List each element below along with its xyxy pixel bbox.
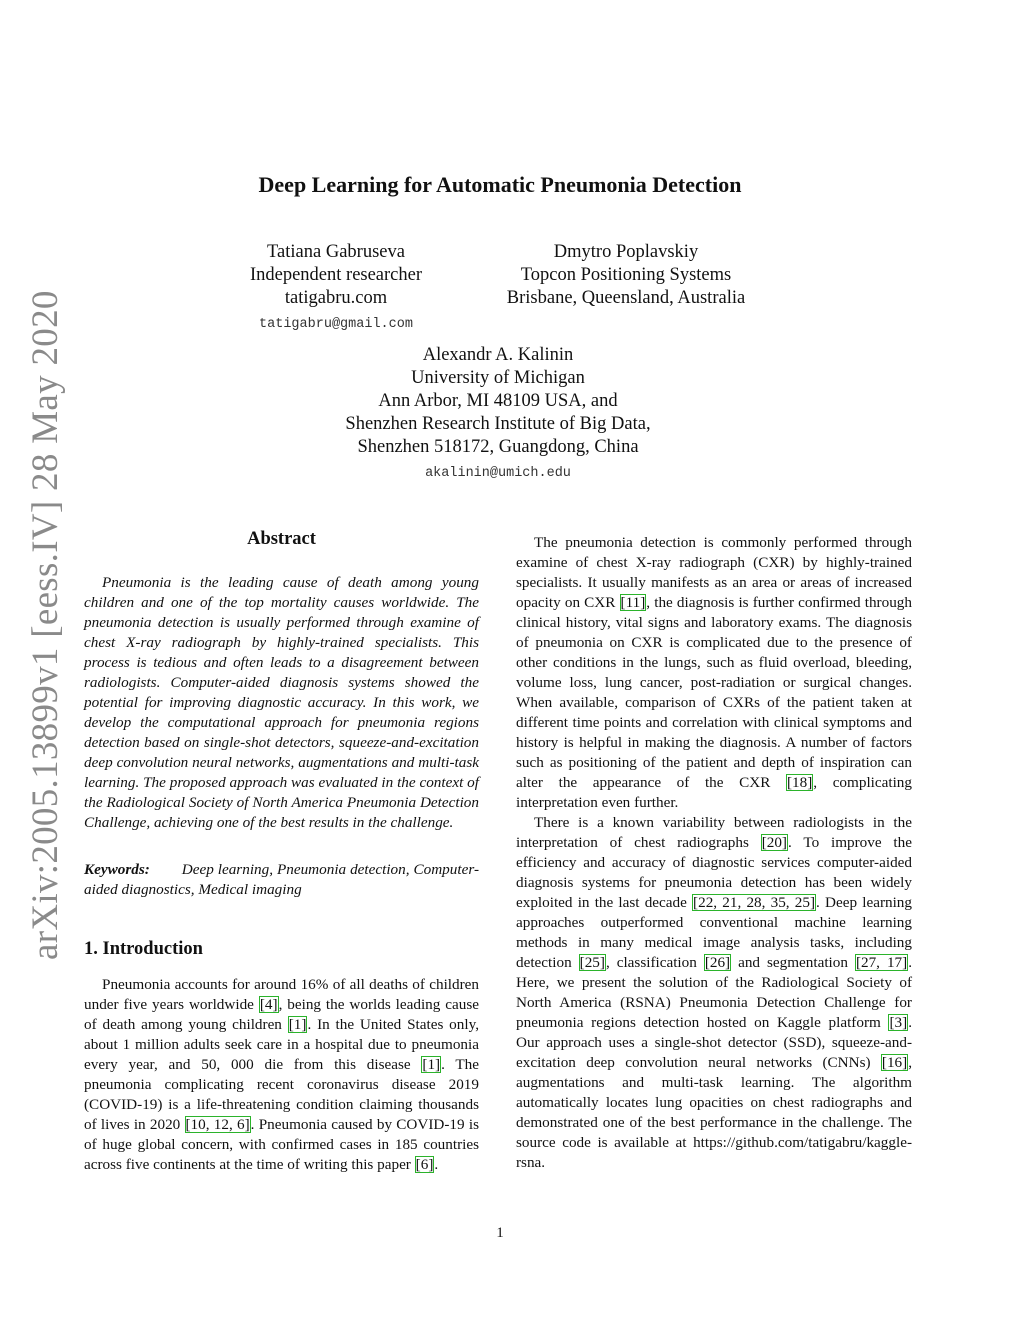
author-block-1 bbox=[226, 241, 446, 336]
citation-link[interactable]: [3] bbox=[889, 1014, 908, 1031]
citation-link[interactable]: [16] bbox=[881, 1054, 908, 1071]
text-run: , classification bbox=[605, 954, 704, 971]
author-affiliation: Brisbane, Queensland, Australia bbox=[506, 288, 746, 308]
body-paragraph bbox=[516, 813, 912, 1173]
abstract-body bbox=[84, 573, 479, 833]
author-block-2 bbox=[476, 241, 776, 310]
author-affiliation: University of Michigan bbox=[411, 368, 585, 388]
citation-link[interactable]: [20] bbox=[761, 834, 787, 851]
citation-link[interactable]: [4] bbox=[259, 996, 278, 1013]
intro-body bbox=[84, 975, 479, 1175]
keywords-label: Keywords: bbox=[84, 861, 150, 878]
body-paragraph bbox=[516, 533, 912, 813]
author-affiliation: Shenzhen 518172, Guangdong, China bbox=[357, 437, 639, 457]
citation-link[interactable]: [26] bbox=[704, 954, 731, 971]
text-run: . In the United States only, about 1 million adults seek care in a hospital due to pneumonia every year, and 50, 000 die from this disease bbox=[84, 1016, 479, 1073]
text-run: , complicating interpretation even further. bbox=[516, 774, 912, 811]
citation-link[interactable]: [1] bbox=[422, 1056, 441, 1073]
abstract-paragraph: Pneumonia is the leading cause of death among young children and one of the top mortality causes worldwide. The pneumonia detection is usually performed through examine of chest X-ray radiograph by highly-trained specialists. This process is tedious and often leads to a disagreement between radiologists. Computer-aided diagnosis systems showed the potential for improving diagnostic accuracy. In this work, we develop the computational approach for pneumonia regions detection based on single-shot detectors, squeeze-and-excitation deep convolution neural networks, augmentations and multi-task learning. The proposed approach was evaluated in the context of the Radiological Society of North America Pneumonia Detection Challenge, achieving one of the best results in the challenge. bbox=[84, 574, 479, 831]
author-block-3 bbox=[298, 344, 698, 485]
text-run: There is a known variability between radiologists in the interpretation of chest radiographs bbox=[516, 814, 912, 851]
text-run: and segmentation bbox=[731, 954, 855, 971]
text-run: . The pneumonia complicating recent coronavirus disease 2019 (COVID-19) is a life-threatening condition claiming thousands of lives in 2020 bbox=[84, 1056, 479, 1133]
citation-link[interactable]: [22, 21, 28, 35, 25] bbox=[693, 894, 816, 911]
citation-link[interactable]: [27, 17] bbox=[855, 954, 908, 971]
author-affiliation: Shenzhen Research Institute of Big Data, bbox=[345, 414, 651, 434]
intro-paragraph bbox=[84, 975, 479, 1175]
page-number: 1 bbox=[496, 1225, 504, 1241]
keywords bbox=[84, 860, 479, 900]
text-run: . Our approach uses a single-shot detector (SSD), squeeze-and-excitation deep convolution neural networks (CNNs) bbox=[516, 1014, 912, 1071]
keywords-list: Deep learning, Pneumonia detection, Computer-aided diagnostics, Medical imaging bbox=[84, 861, 479, 898]
text-run: The pneumonia detection is commonly performed through examine of chest X-ray radiograph (CXR) by highly-trained specialists. It usually manifests as an area or areas of increased opacity on CXR bbox=[516, 534, 912, 611]
text-run: , being the worlds leading cause of death among young children bbox=[84, 996, 479, 1033]
paper-title: Deep Learning for Automatic Pneumonia Detection bbox=[258, 172, 742, 197]
citation-link[interactable]: [6] bbox=[415, 1156, 434, 1173]
citation-link[interactable]: [11] bbox=[620, 594, 646, 611]
author-email[interactable]: akalinin@umich.edu bbox=[425, 466, 571, 481]
right-column bbox=[516, 533, 912, 1173]
text-run: Pneumonia accounts for around 16% of all deaths of children under five years worldwide bbox=[84, 976, 479, 1013]
author-affiliation: Topcon Positioning Systems bbox=[520, 265, 732, 285]
abstract-heading: Abstract bbox=[247, 529, 316, 549]
author-affiliation: Independent researcher bbox=[249, 265, 423, 285]
author-name: Alexandr A. Kalinin bbox=[422, 345, 574, 365]
citation-link[interactable]: [10, 12, 6] bbox=[185, 1116, 250, 1133]
citation-link[interactable]: [25] bbox=[579, 954, 605, 971]
author-name: Dmytro Poplavskiy bbox=[553, 242, 699, 262]
citation-link[interactable]: [1] bbox=[288, 1016, 307, 1033]
text-run: . Deep learning approaches outperformed conventional machine learning methods in many medical image analysis tasks, including detection bbox=[516, 894, 912, 971]
text-run: , the diagnosis is further confirmed through clinical history, vital signs and laboratory exams. The diagnosis of pneumonia on CXR is complicated due to the presence of other conditions in the lungs, such as fluid overload, bleeding, volume loss, lung cancer, post-radiation or surgical changes. When available, comparison of CXRs of the patient taken at different time points and correlation with clinical symptoms and history is helpful in making the diagnosis. A number of factors such as positioning of the patient and depth of inspiration can alter the appearance of the CXR bbox=[516, 594, 912, 791]
author-email[interactable]: tatigabru@gmail.com bbox=[259, 317, 413, 332]
citation-link[interactable]: [18] bbox=[786, 774, 813, 791]
section-heading-introduction: 1. Introduction bbox=[84, 939, 203, 959]
author-name: Tatiana Gabruseva bbox=[267, 242, 405, 262]
author-affiliation: tatigabru.com bbox=[284, 288, 388, 308]
text-run: . To improve the efficiency and accuracy of diagnostic services computer-aided diagnosis systems for pneumonia detection has been widely exploited in the last decade bbox=[516, 834, 912, 911]
text-run: , augmentations and multi-task learning. The algorithm automatically locates lung opacities on chest radiographs and demonstrated one of the best performance in the challenge. The source code is available at https://github.com/tatigabru/kaggle-rsna. bbox=[516, 1054, 912, 1171]
text-run: . bbox=[434, 1156, 439, 1173]
arxiv-identifier[interactable]: arXiv:2005.13899v1 [eess.IV] 28 May 2020 bbox=[25, 290, 66, 960]
text-run: . Pneumonia caused by COVID-19 is of huge global concern, with confirmed cases in 185 countries across five continents at the time of writing this paper bbox=[84, 1116, 479, 1173]
text-run: . Here, we present the solution of the Radiological Society of North America (RSNA) Pneumonia Detection Challenge for pneumonia regions detection hosted on Kaggle platform bbox=[516, 954, 912, 1031]
author-affiliation: Ann Arbor, MI 48109 USA, and bbox=[378, 391, 618, 411]
